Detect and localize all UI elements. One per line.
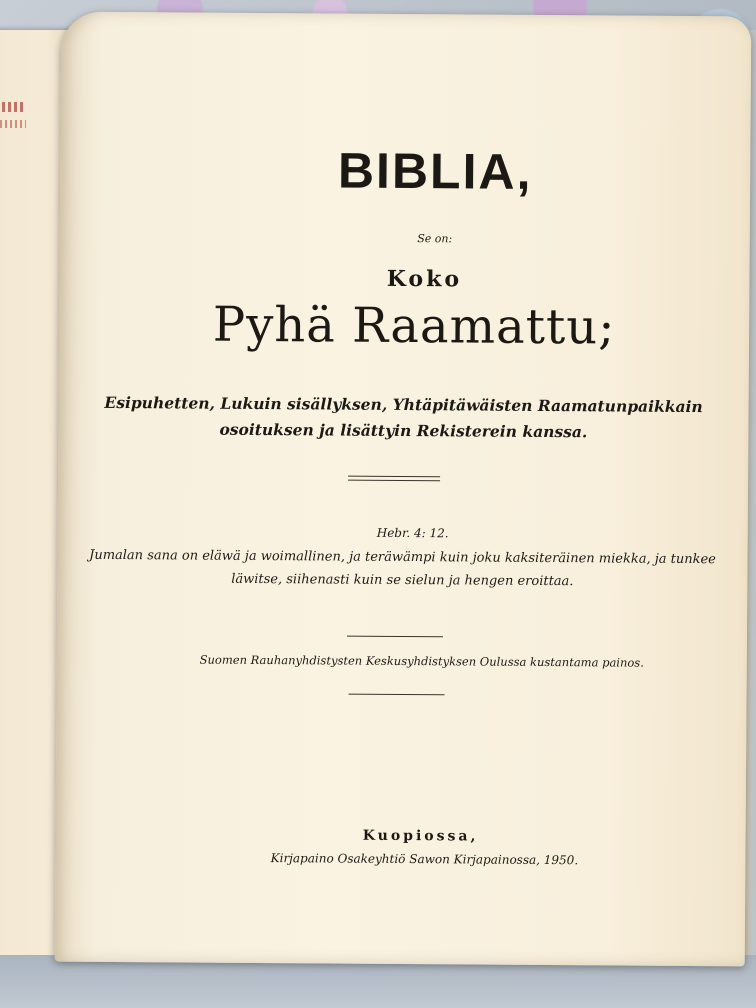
ornament-border-secondary: [0, 120, 26, 128]
publisher-text: Suomen Rauhanyhdistysten Keskusyhdistyksen Oulussa kustantama painos.: [199, 652, 644, 670]
place-text: Kuopiossa,: [362, 827, 479, 845]
se-on-text: Se on:: [417, 232, 453, 246]
koko-text: Koko: [386, 265, 463, 293]
verse-reference: Hebr. 4: 12.: [376, 525, 449, 541]
book-subtitle: Pyhä Raamattu;: [212, 296, 616, 356]
ornament-border: [0, 102, 26, 112]
book-title: BIBLIA,: [337, 142, 533, 200]
printer-text: Kirjapaino Osakeyhtiö Sawon Kirjapainossa, 1950.: [270, 851, 579, 868]
divider-rule: [347, 636, 443, 638]
description-text: Esipuhetten, Lukuin sisällyksen, Yhtäpitäwäisten Raamatunpaikkain osoituksen ja lisättyin Rekisterein kanssa.: [104, 392, 703, 442]
double-rule-top: [348, 476, 440, 478]
divider-rule-lower: [349, 694, 445, 696]
title-page: [55, 12, 752, 967]
double-rule-bottom: [348, 480, 440, 482]
verse-text: Jumalan sana on eläwä ja woimallinen, ja teräwämpi kuin joku kaksiteräinen miekka, ja tunkee läwitse, siihenasti kuin se sielun ja hengen eroittaa.: [89, 547, 716, 590]
